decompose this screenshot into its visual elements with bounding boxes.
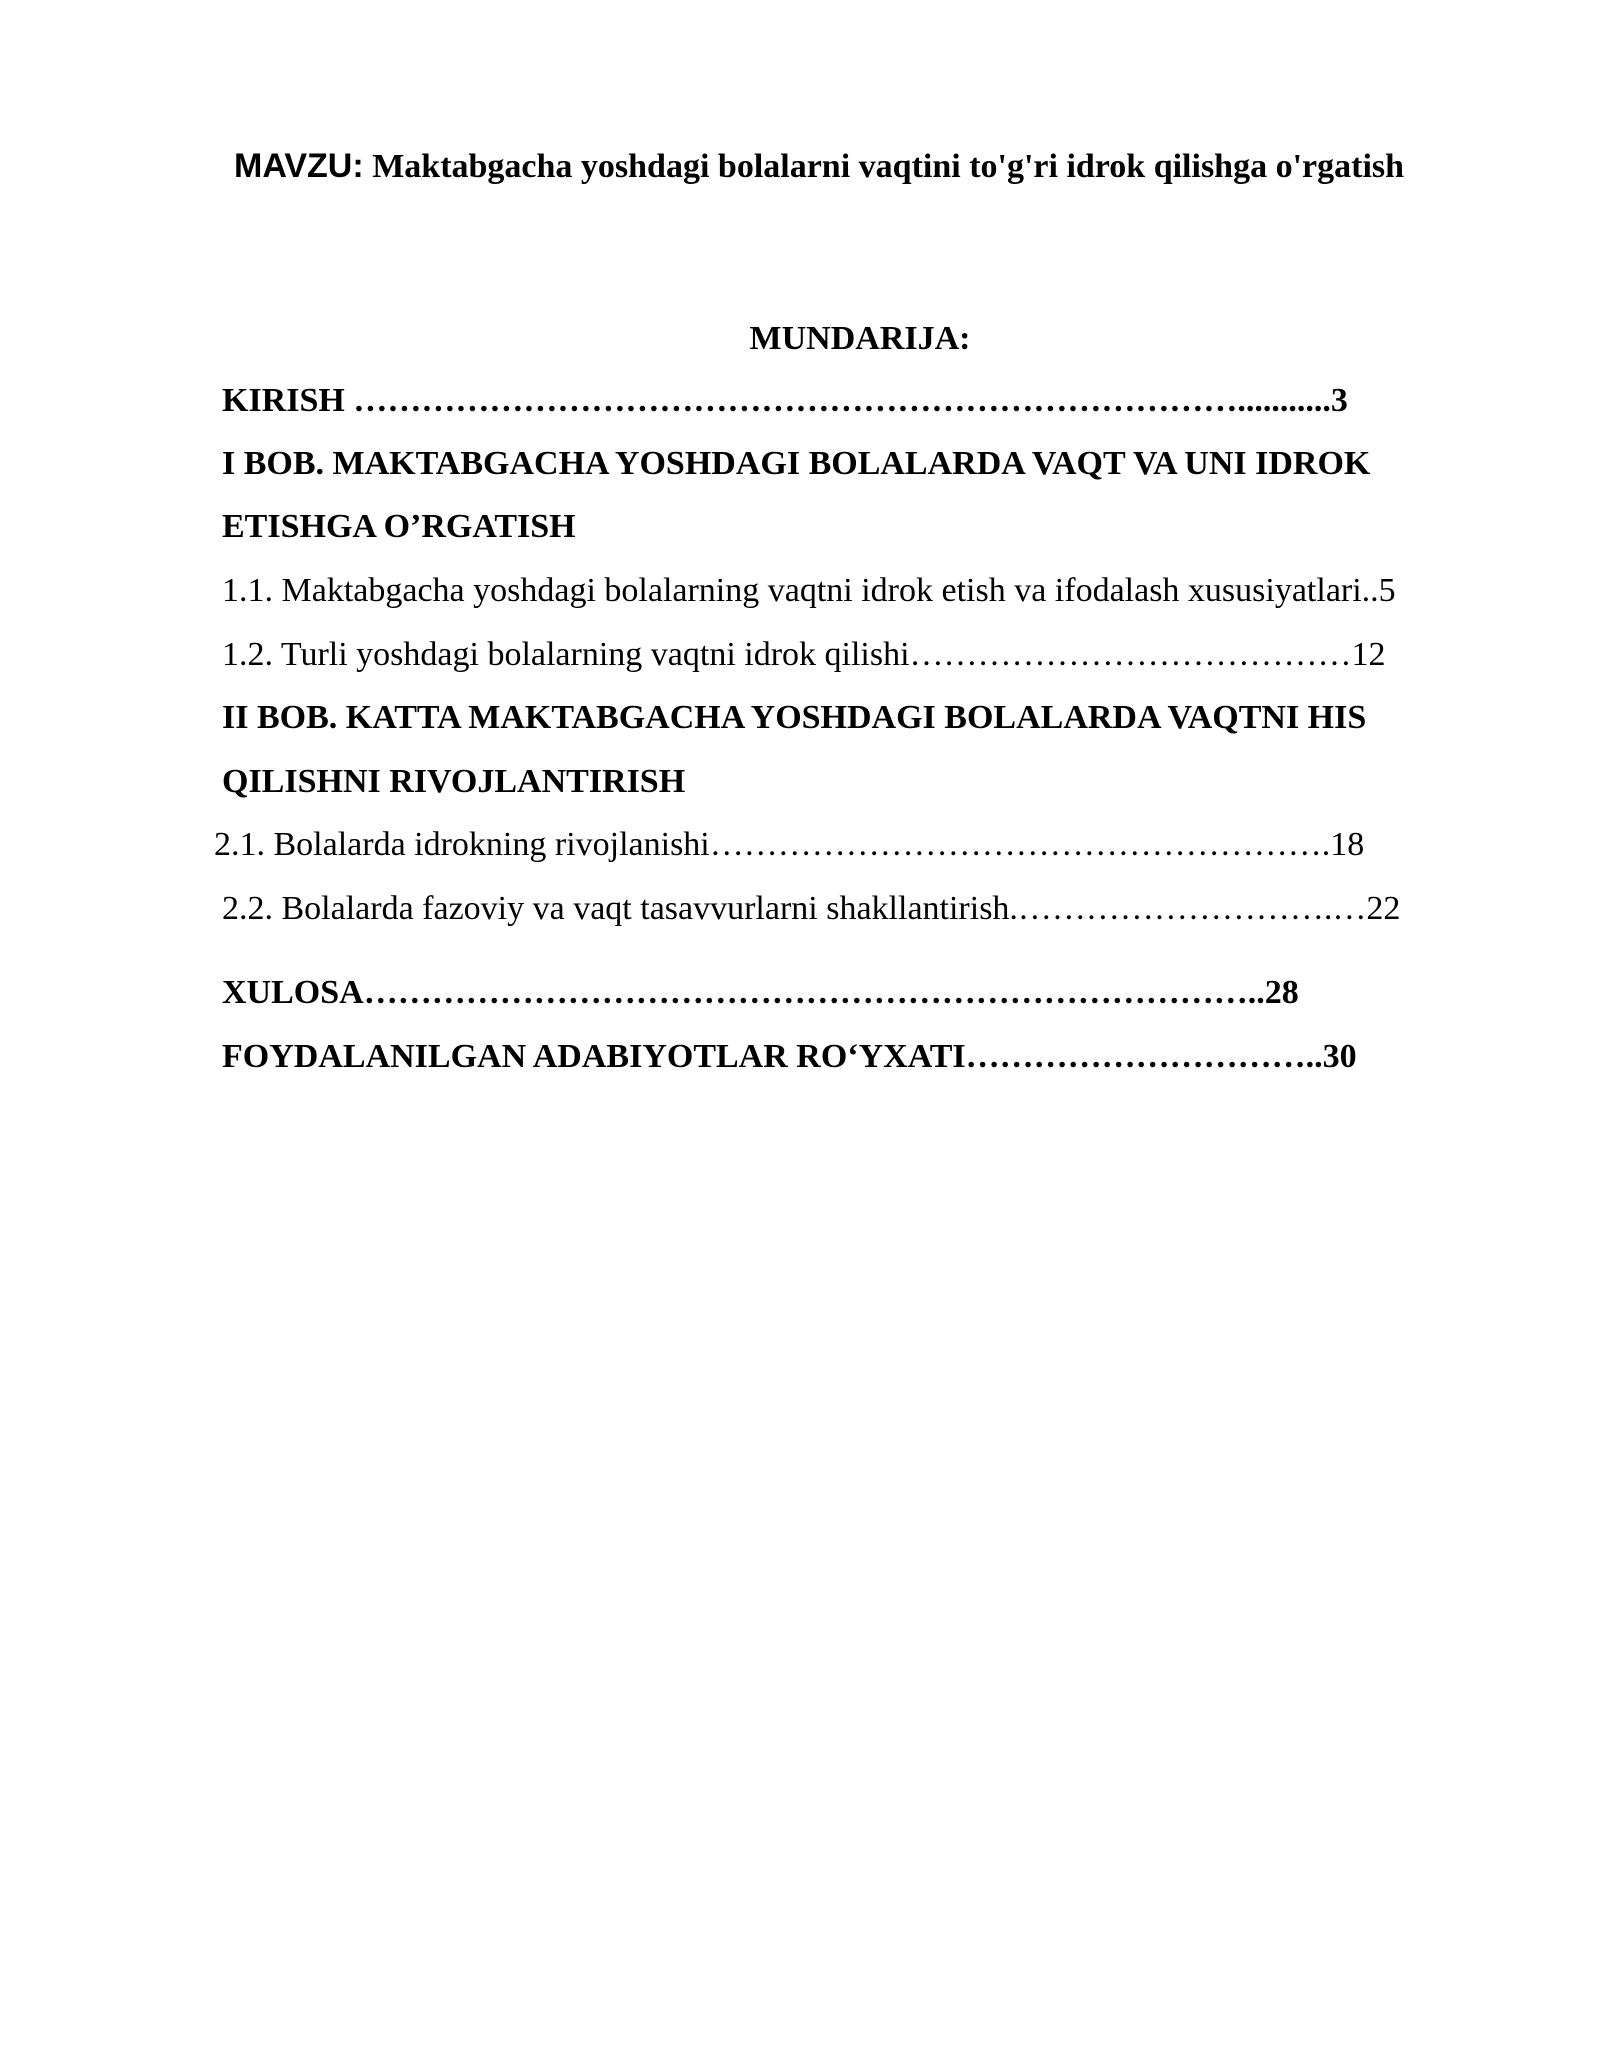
toc-section-1-1: 1.1. Maktabgacha yoshdagi bolalarning vaqtni idrok etish va ifodalash xususiyatlari..5 [222,572,1396,609]
toc-entry-xulosa: XULOSA……………………………………………………………………..28 [222,974,1299,1011]
topic-text: Maktabgacha yoshdagi bolalarni vaqtini to'g'ri idrok qilishga o'rgatish [363,148,1405,185]
toc-section-2-1: 2.1. Bolalarda idrokning rivojlanishi……………………………………………….18 [214,826,1365,863]
toc-entry-references: FOYDALANILGAN ADABIYOTLAR RO‘YXATI…………………………..30 [222,1038,1357,1075]
topic-label: MAVZU: [234,147,364,185]
toc-chapter-2-title: II BOB. KATTA MAKTABGACHA YOSHDAGI BOLALARDA VAQTNI HIS [222,699,1367,736]
toc-heading: MUNDARIJA: [749,320,971,357]
toc-chapter-1-title-continued: ETISHGA O’RGATISH [222,508,576,545]
toc-entry-kirish: KIRISH ……………………………………………………………………...........3 [222,382,1348,419]
toc-chapter-1-title: I BOB. MAKTABGACHA YOSHDAGI BOLALARDA VAQT VA UNI IDROK [222,445,1371,482]
toc-section-1-2: 1.2. Turli yoshdagi bolalarning vaqtni idrok qilishi…………………………………12 [222,636,1386,673]
toc-section-2-2: 2.2. Bolalarda fazoviy va vaqt tasavvurlarni shakllantirish.……………………….…22 [222,890,1401,927]
toc-chapter-2-title-continued: QILISHNI RIVOJLANTIRISH [222,763,686,800]
topic-title [234,147,1494,186]
